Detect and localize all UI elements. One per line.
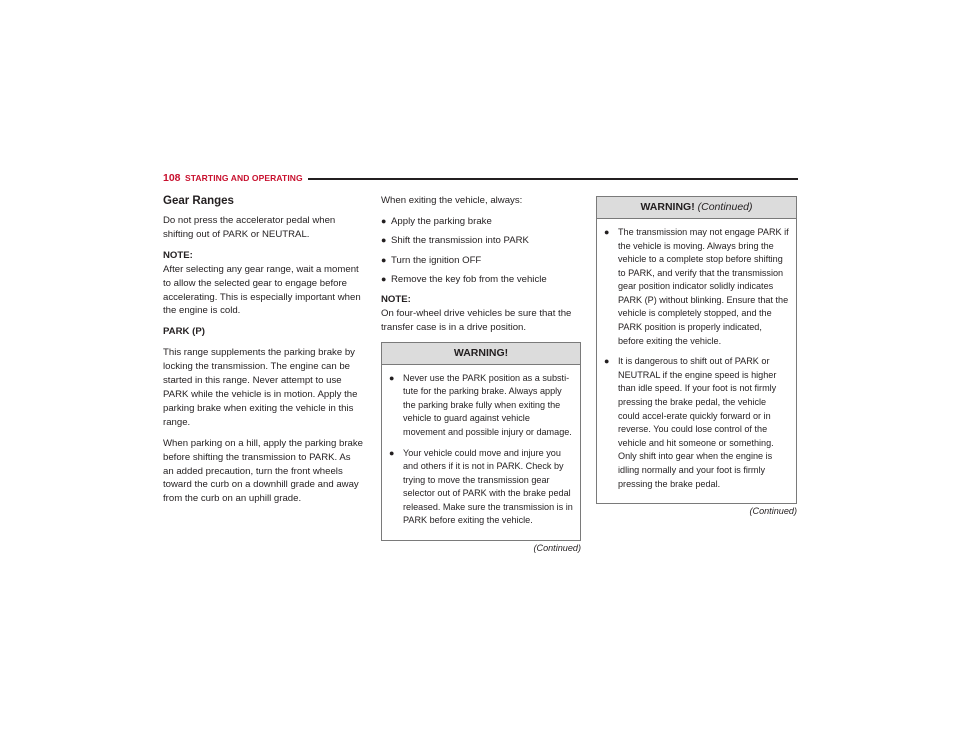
bullet-icon: ● <box>381 254 387 265</box>
note-label: NOTE: <box>163 249 193 261</box>
warning-box-continued <box>596 196 797 504</box>
intro-paragraph: Do not press the accelerator pedal when shifting out of PARK or NEUTRAL. <box>163 215 336 240</box>
column-left <box>163 194 363 513</box>
bullet-icon: ● <box>389 447 395 458</box>
note-text: After selecting any gear range, wait a moment to allow the selected gear to engage before accelerating. This is especially important when the engine is cold. <box>163 263 361 317</box>
bullet-icon: ● <box>381 274 387 285</box>
exit-intro: When exiting the vehicle, always: <box>381 195 523 206</box>
continued-label: (Continued) <box>533 543 581 554</box>
note-block <box>381 293 581 335</box>
header-rule <box>308 178 798 180</box>
warning-item: ● It is dangerous to shift out of PARK or NEUTRAL if the engine speed is higher than idle speed. If your foot is not firmly pressing the brake pedal, the vehicle could accel-erate quickly forward or in reverse. You could lose control of the vehicle and hit someone or something. Only shift into gear when the engine is idling normally and your foot is firmly pressing the brake pedal. <box>604 356 777 489</box>
list-item: ● Apply the parking brake <box>381 215 492 227</box>
list-item: ● Remove the key fob from the vehicle <box>381 274 547 286</box>
list-item: ● Shift the transmission into PARK <box>381 235 529 247</box>
warning-box <box>381 342 581 541</box>
note-text: On four-wheel drive vehicles be sure that the transfer case is in a drive position. <box>381 307 572 333</box>
warning-title-suffix: (Continued) <box>697 201 753 213</box>
warning-title: WARNING! <box>382 343 580 365</box>
warning-body <box>597 219 796 503</box>
column-middle <box>381 194 581 556</box>
warning-title: WARNING! (Continued) <box>597 197 796 219</box>
page-header <box>163 172 798 186</box>
page-number: 108 <box>163 172 181 184</box>
note-label: NOTE: <box>381 293 411 305</box>
list-item: ● Turn the ignition OFF <box>381 254 482 266</box>
warning-body <box>382 365 580 541</box>
bullet-icon: ● <box>381 235 387 246</box>
park-paragraph: This range supplements the parking brake by locking the transmission. The engine can be started in this range. Never attempt to use PARK while the vehicle is in motion. Apply the parking brake when exiting the vehicle in this range. <box>163 347 358 428</box>
park-subheading: PARK (P) <box>163 326 205 338</box>
continued-label: (Continued) <box>749 506 797 517</box>
warning-item: ● Your vehicle could move and injure you and others if it is not in PARK. Check by trying to move the transmission gear selector out of PARK with the brake pedal released. Make sure the transmission is in PARK before exiting the vehicle. <box>389 447 573 526</box>
exit-checklist <box>381 215 581 287</box>
gear-ranges-heading: Gear Ranges <box>163 195 234 207</box>
bullet-icon: ● <box>604 356 610 367</box>
column-right <box>596 196 797 519</box>
hill-paragraph: When parking on a hill, apply the parking brake before shifting the transmission to PARK. As an added precaution, turn the front wheels toward the curb on a downhill grade and away from the curb on an uphill grade. <box>163 437 363 505</box>
bullet-icon: ● <box>381 215 387 226</box>
note-block <box>163 249 363 319</box>
bullet-icon: ● <box>389 372 395 383</box>
section-title: STARTING AND OPERATING <box>185 173 303 183</box>
warning-item: ● The transmission may not engage PARK if the vehicle is moving. Always bring the vehicle to a complete stop before shifting to PARK, and verify that the transmission gear position indicator solidly indicates PARK (P) without blinking. Ensure that the vehicle is completely stopped, and the PARK position is properly indicated, before exiting the vehicle. <box>604 226 789 346</box>
bullet-icon: ● <box>604 226 610 237</box>
warning-item: ● Never use the PARK position as a substi-tute for the parking brake. Always apply the parking brake fully when exiting the vehicle to guard against vehicle movement and possible injury or damage. <box>389 372 572 437</box>
